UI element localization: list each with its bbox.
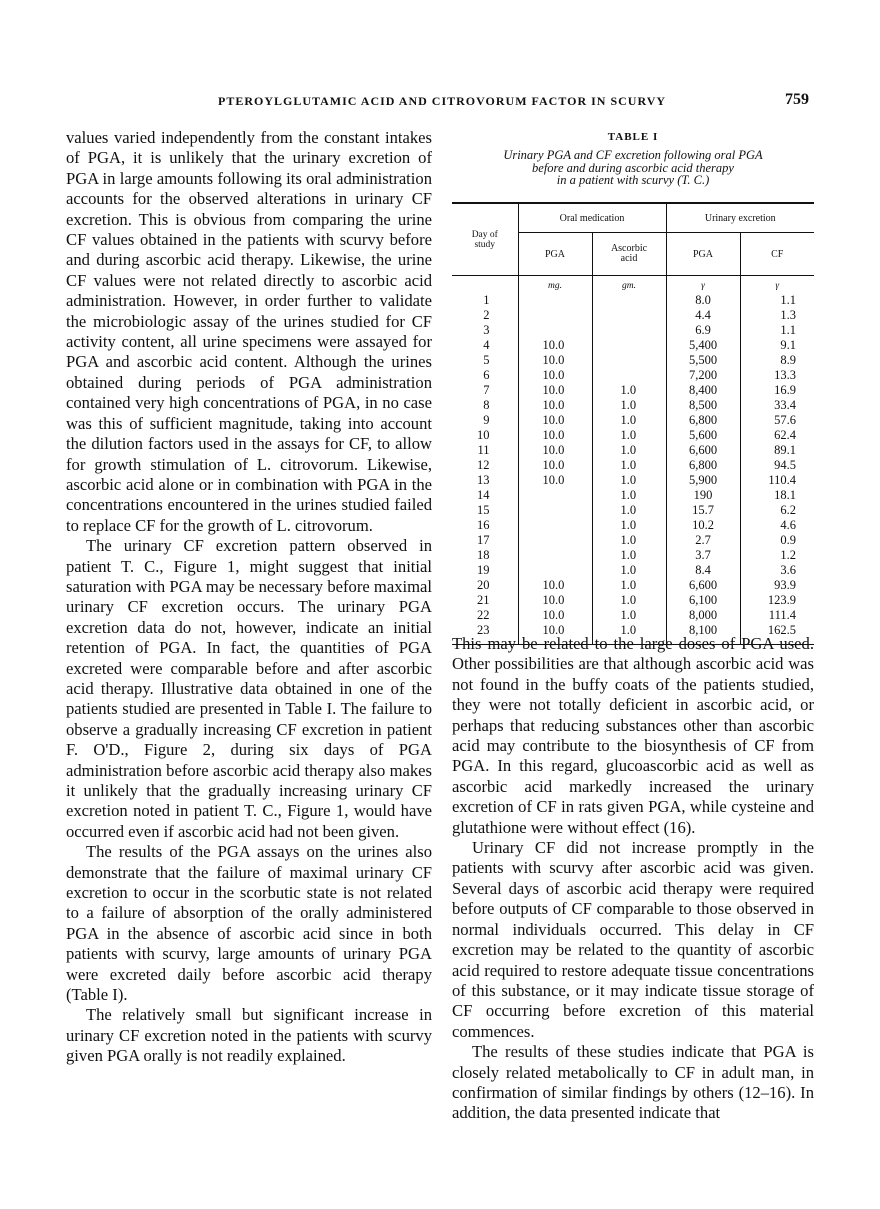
cell-day: 19 (477, 563, 490, 577)
cell-day: 8 (483, 398, 490, 412)
cell-urinary-pga: 6,600 (666, 578, 740, 593)
cell-oral-pga: 10.0 (518, 473, 592, 488)
cell-day: 9 (483, 413, 490, 427)
cell-day: 22 (477, 608, 490, 622)
cell-cf: 57.6 (740, 413, 814, 428)
cell-ascorbic: 1.0 (592, 428, 666, 443)
cell-oral-pga (518, 548, 592, 563)
cell-cf: 16.9 (740, 383, 814, 398)
cell-urinary-pga: 15.7 (666, 503, 740, 518)
cell-urinary-pga: 6,800 (666, 413, 740, 428)
cell-urinary-pga: 6,600 (666, 443, 740, 458)
cell-oral-pga: 10.0 (518, 398, 592, 413)
header-day-line: study (474, 239, 496, 250)
cell-ascorbic: 1.0 (592, 563, 666, 578)
table-row (452, 308, 814, 323)
table-row (452, 293, 814, 308)
cell-day: 18 (477, 548, 490, 562)
header-day (452, 203, 518, 276)
cell-ascorbic: 1.0 (592, 473, 666, 488)
cell-ascorbic: 1.0 (592, 398, 666, 413)
cell-cf: 111.4 (740, 608, 814, 623)
table-row (452, 578, 814, 593)
cell-oral-pga: 10.0 (518, 413, 592, 428)
cell-oral-pga: 10.0 (518, 623, 592, 645)
cell-oral-pga: 10.0 (518, 608, 592, 623)
cell-cf: 13.3 (740, 368, 814, 383)
cell-cf: 1.1 (740, 323, 814, 338)
cell-ascorbic: 1.0 (592, 533, 666, 548)
cell-cf: 93.9 (740, 578, 814, 593)
table-row (452, 368, 814, 383)
cell-ascorbic: 1.0 (592, 443, 666, 458)
cell-oral-pga: 10.0 (518, 578, 592, 593)
table-row (452, 413, 814, 428)
cell-day: 15 (477, 503, 490, 517)
cell-ascorbic (592, 293, 666, 308)
unit-day (452, 276, 518, 294)
cell-oral-pga: 10.0 (518, 368, 592, 383)
table-row (452, 338, 814, 353)
header-ascorbic-line: acid (620, 253, 638, 264)
cell-oral-pga: 10.0 (518, 353, 592, 368)
table-row (452, 593, 814, 608)
cell-day: 6 (483, 368, 490, 382)
cell-day: 7 (483, 383, 490, 397)
header-ascorbic-acid (592, 233, 666, 276)
table-1 (452, 128, 814, 637)
left-column (66, 128, 432, 1067)
cell-ascorbic: 1.0 (592, 593, 666, 608)
cell-cf: 0.9 (740, 533, 814, 548)
cell-urinary-pga: 10.2 (666, 518, 740, 533)
table-row (452, 548, 814, 563)
table-row (452, 518, 814, 533)
cell-cf: 1.1 (740, 293, 814, 308)
header-urinary-pga: PGA (666, 233, 740, 276)
cell-oral-pga: 10.0 (518, 593, 592, 608)
cell-ascorbic: 1.0 (592, 578, 666, 593)
cell-cf: 1.2 (740, 548, 814, 563)
cell-cf: 62.4 (740, 428, 814, 443)
table-caption (452, 149, 814, 187)
table-row (452, 503, 814, 518)
header-cf: CF (740, 233, 814, 276)
cell-day: 21 (477, 593, 490, 607)
cell-day: 5 (483, 353, 490, 367)
cell-urinary-pga: 5,500 (666, 353, 740, 368)
unit-ascorbic: gm. (592, 276, 666, 294)
header-oral-pga: PGA (518, 233, 592, 276)
table-row (452, 323, 814, 338)
cell-oral-pga: 10.0 (518, 338, 592, 353)
table-row (452, 473, 814, 488)
right-column (452, 634, 814, 1124)
cell-urinary-pga: 8,500 (666, 398, 740, 413)
table-row (452, 608, 814, 623)
cell-ascorbic (592, 323, 666, 338)
cell-cf: 18.1 (740, 488, 814, 503)
page-number: 759 (785, 91, 809, 108)
cell-day: 12 (477, 458, 490, 472)
cell-urinary-pga: 3.7 (666, 548, 740, 563)
cell-cf: 1.3 (740, 308, 814, 323)
cell-ascorbic: 1.0 (592, 623, 666, 645)
cell-ascorbic (592, 353, 666, 368)
cell-day: 23 (452, 623, 518, 645)
cell-ascorbic: 1.0 (592, 608, 666, 623)
cell-urinary-pga: 8.0 (666, 293, 740, 308)
cell-oral-pga (518, 503, 592, 518)
header-urinary-excretion: Urinary excretion (666, 203, 814, 233)
table-row (452, 383, 814, 398)
data-table (452, 202, 814, 645)
cell-urinary-pga: 8,100 (666, 623, 740, 645)
cell-oral-pga (518, 563, 592, 578)
cell-day: 14 (477, 488, 490, 502)
cell-urinary-pga: 5,400 (666, 338, 740, 353)
table-row (452, 488, 814, 503)
cell-urinary-pga: 7,200 (666, 368, 740, 383)
body-paragraph: The urinary CF excretion pattern observed in patient T. C., Figure 1, might suggest that initial saturation with PGA may be necessary before maximal urinary CF excretion occurs. The urinary PGA excretion data do not, however, indicate an initial retention of PGA. In fact, the quantities of PGA excreted were comparable before and after ascorbic acid therapy. Illustrative data obtained in one of the patients studied are presented in Table I. The failure to observe a gradually increasing CF excretion in patient F. O'D., Figure 2, during six days of PGA administration before ascorbic acid therapy also makes it unlikely that the gradually increasing urinary CF excretion noted in patient T. C., Figure 1, would have occurred even if ascorbic acid had not been given. (66, 536, 432, 841)
cell-oral-pga (518, 323, 592, 338)
caption-line: Urinary PGA and CF excretion following oral PGA (503, 148, 763, 162)
cell-urinary-pga: 5,600 (666, 428, 740, 443)
running-title: PTEROYLGLUTAMIC ACID AND CITROVORUM FACTOR IN SCURVY (218, 94, 667, 108)
table-label: TABLE I (607, 131, 659, 143)
cell-urinary-pga: 5,900 (666, 473, 740, 488)
cell-ascorbic: 1.0 (592, 503, 666, 518)
cell-cf: 123.9 (740, 593, 814, 608)
cell-ascorbic (592, 308, 666, 323)
table-row (452, 458, 814, 473)
cell-oral-pga: 10.0 (518, 443, 592, 458)
cell-cf: 9.1 (740, 338, 814, 353)
cell-day: 16 (477, 518, 490, 532)
cell-day: 17 (477, 533, 490, 547)
cell-day: 13 (477, 473, 490, 487)
cell-cf: 6.2 (740, 503, 814, 518)
cell-oral-pga: 10.0 (518, 383, 592, 398)
cell-oral-pga: 10.0 (518, 458, 592, 473)
body-paragraph: The results of the PGA assays on the urines also demonstrate that the failure of maximal urinary CF excretion to occur in the scorbutic state is not related to a failure of absorption of the orally administered PGA in the absence of ascorbic acid since in both patients with scurvy, large amounts of urinary PGA were excreted daily before ascorbic acid therapy (Table I). (66, 842, 432, 1005)
caption-line: in a patient with scurvy (T. C.) (556, 173, 710, 187)
table-row (452, 443, 814, 458)
cell-oral-pga (518, 533, 592, 548)
cell-cf: 89.1 (740, 443, 814, 458)
body-paragraph: The results of these studies indicate that PGA is closely related metabolically to CF in adult man, in confirmation of similar findings by others (12–16). In addition, the data presented indicate that (452, 1042, 814, 1123)
cell-cf: 162.5 (740, 623, 814, 645)
cell-urinary-pga: 8,400 (666, 383, 740, 398)
table-row (452, 533, 814, 548)
cell-day: 3 (483, 323, 490, 337)
cell-cf: 110.4 (740, 473, 814, 488)
table-row (452, 428, 814, 443)
header-ascorbic-line: Ascorbic (610, 243, 648, 254)
cell-ascorbic: 1.0 (592, 413, 666, 428)
cell-urinary-pga: 190 (666, 488, 740, 503)
body-paragraph: The relatively small but significant increase in urinary CF excretion noted in the patients with scurvy given PGA orally is not readily explained. (66, 1005, 432, 1066)
table-row (452, 398, 814, 413)
unit-urinary-pga: γ (666, 276, 740, 294)
cell-day: 20 (477, 578, 490, 592)
cell-oral-pga (518, 488, 592, 503)
table-row (452, 353, 814, 368)
cell-cf: 33.4 (740, 398, 814, 413)
header-oral-medication: Oral medication (518, 203, 666, 233)
cell-ascorbic: 1.0 (592, 548, 666, 563)
cell-urinary-pga: 6,800 (666, 458, 740, 473)
body-paragraph: This may be related to the large doses of PGA used. Other possibilities are that although ascorbic acid was not found in the buffy coats of the patients studied, they were not totally deficient in ascorbic acid, or perhaps that reducing substances other than ascorbic acid may contribute to the biosynthesis of CF from PGA. In this regard, glucoascorbic acid as well as ascorbic acid markedly increased the urinary excretion of CF in rats given PGA, while cysteine and glutathione were without effect (16). (452, 634, 814, 837)
unit-oral-pga: mg. (518, 276, 592, 294)
cell-urinary-pga: 4.4 (666, 308, 740, 323)
unit-cf: γ (740, 276, 814, 294)
cell-urinary-pga: 6.9 (666, 323, 740, 338)
cell-ascorbic: 1.0 (592, 458, 666, 473)
cell-cf: 4.6 (740, 518, 814, 533)
cell-cf: 3.6 (740, 563, 814, 578)
cell-day: 2 (483, 308, 490, 322)
cell-oral-pga (518, 293, 592, 308)
table-row (452, 563, 814, 578)
cell-cf: 94.5 (740, 458, 814, 473)
cell-oral-pga: 10.0 (518, 428, 592, 443)
caption-line: before and during ascorbic acid therapy (532, 160, 734, 175)
body-paragraph: Urinary CF did not increase promptly in the patients with scurvy after ascorbic acid was given. Several days of ascorbic acid therapy were required before outputs of CF comparable to those observed in normal individuals occurred. This delay in CF excretion may be related to the quantity of ascorbic acid required to restore adequate tissue concentrations of this substance, or it may indicate tissue storage of CF occurring before excretion of this material commences. (452, 838, 814, 1041)
cell-day: 10 (477, 428, 490, 442)
cell-urinary-pga: 2.7 (666, 533, 740, 548)
cell-ascorbic: 1.0 (592, 383, 666, 398)
cell-urinary-pga: 6,100 (666, 593, 740, 608)
cell-day: 11 (477, 443, 490, 457)
cell-urinary-pga: 8,000 (666, 608, 740, 623)
cell-ascorbic: 1.0 (592, 518, 666, 533)
body-paragraph: values varied independently from the constant intakes of PGA, it is unlikely that the urinary excretion of PGA in large amounts following its oral administration accounts for the observed alterations in urinary CF excretion. This is obvious from comparing the urine CF values obtained in the patients with scurvy before and during ascorbic acid therapy. Likewise, the urine CF values were not related directly to ascorbic acid administration. However, in order further to validate the microbiologic assay of the urines studied for CF activity content, all urine specimens were assayed for PGA and ascorbic acid content. Although the urines obtained during periods of PGA administration contained very high concentrations of PGA, in no case was this of sufficient magnitude, taking into account the dilution factors used in the assays for CF, to allow for growth stimulation of L. citrovorum. Likewise, ascorbic acid alone or in combination with PGA in the concentrations encountered in the urines studied failed to replace CF for the growth of L. citrovorum. (66, 128, 432, 535)
cell-ascorbic: 1.0 (592, 488, 666, 503)
cell-oral-pga (518, 308, 592, 323)
cell-oral-pga (518, 518, 592, 533)
cell-cf: 8.9 (740, 353, 814, 368)
cell-ascorbic (592, 338, 666, 353)
cell-ascorbic (592, 368, 666, 383)
cell-day: 1 (483, 293, 490, 307)
header-day-line: Day of (471, 229, 498, 240)
cell-day: 4 (483, 338, 490, 352)
cell-urinary-pga: 8.4 (666, 563, 740, 578)
